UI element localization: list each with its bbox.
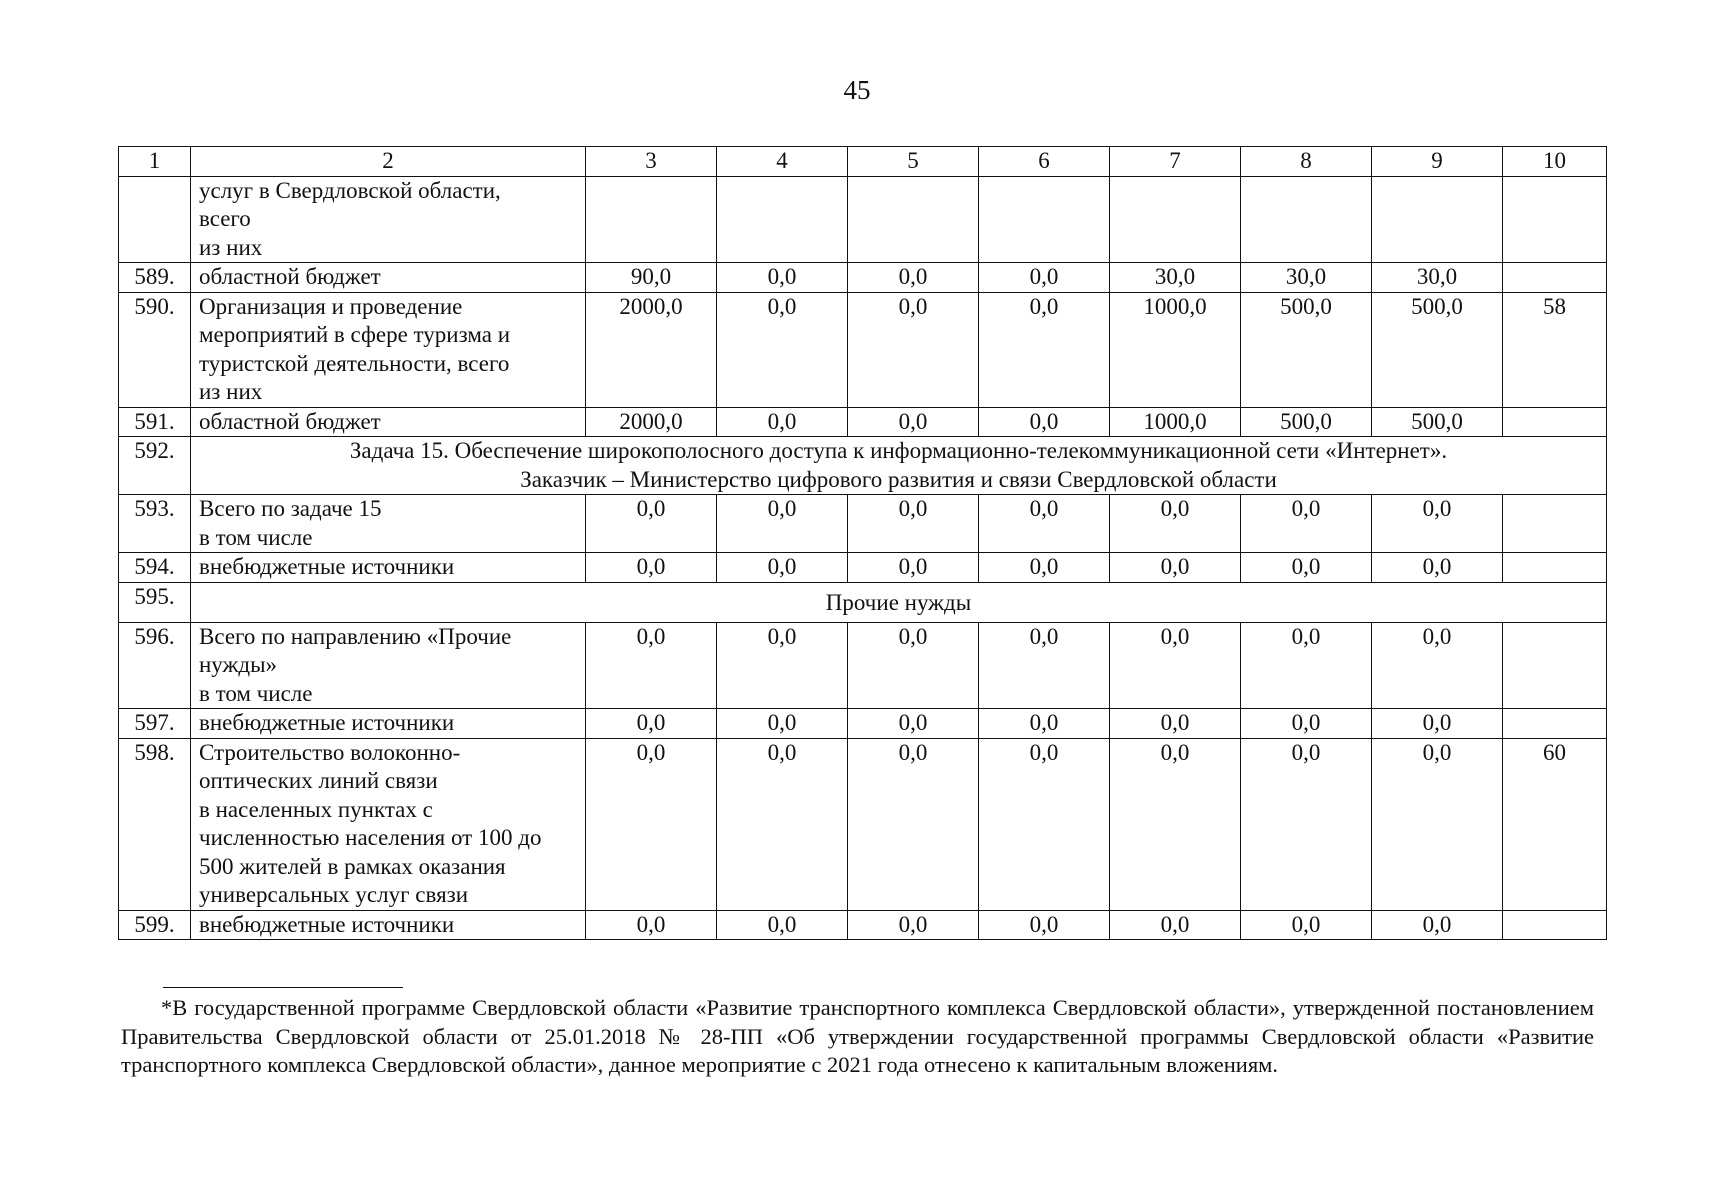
column-10-cell [1503,622,1607,709]
row-number-cell: 590. [119,292,191,407]
value-cell: 0,0 [979,263,1110,293]
page-number: 45 [843,75,871,105]
column-10-cell [1503,176,1607,263]
header-cell: 8 [1241,147,1372,177]
value-cell: 0,0 [979,495,1110,553]
value-cell [717,176,848,263]
value-cell: 0,0 [586,910,717,940]
value-cell: 0,0 [1372,495,1503,553]
value-cell: 0,0 [1241,709,1372,739]
value-cell: 0,0 [1110,709,1241,739]
value-cell: 0,0 [979,553,1110,583]
value-cell: 0,0 [1372,709,1503,739]
table-row [119,437,1607,495]
value-cell: 0,0 [1241,495,1372,553]
value-cell: 0,0 [1372,553,1503,583]
value-cell: 0,0 [979,292,1110,407]
value-cell: 30,0 [1241,263,1372,293]
header-cell: 3 [586,147,717,177]
value-cell: 0,0 [848,495,979,553]
row-name-cell: Организация и проведение мероприятий в сфере туризма и туристской деятельности, всего из них [191,292,586,407]
column-10-cell [1503,910,1607,940]
value-cell: 0,0 [979,622,1110,709]
footnote-separator [163,987,403,988]
value-cell [979,176,1110,263]
value-cell: 30,0 [1110,263,1241,293]
value-cell: 0,0 [586,495,717,553]
row-number-cell: 591. [119,407,191,437]
value-cell [1110,176,1241,263]
value-cell: 0,0 [979,709,1110,739]
value-cell: 0,0 [979,910,1110,940]
row-name-cell: Всего по задаче 15 в том числе [191,495,586,553]
value-cell: 0,0 [1110,495,1241,553]
value-cell: 0,0 [717,553,848,583]
column-10-cell [1503,407,1607,437]
value-cell: 0,0 [586,553,717,583]
value-cell: 500,0 [1241,407,1372,437]
table-row [119,582,1607,622]
column-10-cell [1503,263,1607,293]
value-cell: 1000,0 [1110,292,1241,407]
value-cell: 0,0 [848,553,979,583]
value-cell: 0,0 [848,292,979,407]
table-row [119,910,1607,940]
row-number-cell: 589. [119,263,191,293]
value-cell: 0,0 [717,910,848,940]
table-row [119,622,1607,709]
row-number-cell: 593. [119,495,191,553]
value-cell: 0,0 [848,709,979,739]
row-number-cell [119,176,191,263]
value-cell: 0,0 [586,738,717,910]
value-cell: 0,0 [1372,910,1503,940]
row-name-cell: Всего по направлению «Прочие нужды» в том числе [191,622,586,709]
table-row [119,495,1607,553]
table-row [119,263,1607,293]
value-cell: 0,0 [717,738,848,910]
row-name-cell: услуг в Свердловской области, всего из них [191,176,586,263]
column-10-cell: 58 [1503,292,1607,407]
footnote-text: *В государственной программе Свердловской области «Развитие транспортного комплекса Свердловской области», утвержденной постановлением Правительства Свердловской области от 25.01.2018 № 28-ПП «Об утверждении государственной программы Свердловской области «Развитие транспортного комплекса Свердловской области», данное мероприятие с 2021 года отнесено к капитальным вложениям. [121,995,1594,1077]
row-name-cell: внебюджетные источники [191,910,586,940]
row-number-cell: 595. [119,582,191,622]
value-cell: 0,0 [586,709,717,739]
value-cell: 0,0 [848,622,979,709]
value-cell: 0,0 [979,738,1110,910]
value-cell: 90,0 [586,263,717,293]
header-row [119,147,1607,177]
header-cell: 9 [1372,147,1503,177]
section-heading-cell: Прочие нужды [191,582,1607,622]
value-cell: 2000,0 [586,292,717,407]
value-cell: 0,0 [1241,910,1372,940]
row-number-cell: 597. [119,709,191,739]
table-row [119,738,1607,910]
row-number-cell: 594. [119,553,191,583]
header-cell: 5 [848,147,979,177]
value-cell: 0,0 [717,709,848,739]
value-cell: 0,0 [848,910,979,940]
value-cell: 0,0 [848,738,979,910]
header-cell: 1 [119,147,191,177]
value-cell: 0,0 [1110,738,1241,910]
row-name-cell: областной бюджет [191,263,586,293]
table-row [119,407,1607,437]
value-cell [1241,176,1372,263]
section-heading-cell: Задача 15. Обеспечение широкополосного доступа к информационно-телекоммуникационной сети «Интернет». Заказчик – Министерство цифрового развития и связи Свердловской области [191,437,1607,495]
value-cell: 0,0 [1241,738,1372,910]
value-cell: 0,0 [1110,553,1241,583]
value-cell: 0,0 [1372,622,1503,709]
row-number-cell: 592. [119,437,191,495]
value-cell: 0,0 [717,495,848,553]
value-cell [1372,176,1503,263]
value-cell: 0,0 [586,622,717,709]
value-cell: 0,0 [1110,910,1241,940]
row-number-cell: 596. [119,622,191,709]
value-cell: 0,0 [717,292,848,407]
value-cell: 500,0 [1372,407,1503,437]
value-cell: 0,0 [848,407,979,437]
row-number-cell: 598. [119,738,191,910]
value-cell: 500,0 [1241,292,1372,407]
header-cell: 10 [1503,147,1607,177]
header-cell: 2 [191,147,586,177]
column-10-cell [1503,495,1607,553]
value-cell: 1000,0 [1110,407,1241,437]
value-cell: 0,0 [1241,622,1372,709]
value-cell: 0,0 [717,263,848,293]
column-10-cell: 60 [1503,738,1607,910]
column-10-cell [1503,709,1607,739]
value-cell: 0,0 [1241,553,1372,583]
value-cell: 0,0 [979,407,1110,437]
table-row [119,176,1607,263]
row-number-cell: 599. [119,910,191,940]
header-cell: 4 [717,147,848,177]
value-cell: 0,0 [848,263,979,293]
row-name-cell: Строительство волоконно- оптических линий связи в населенных пунктах с численностью населения от 100 до 500 жителей в рамках оказания универсальных услуг связи [191,738,586,910]
table-row [119,709,1607,739]
value-cell: 30,0 [1372,263,1503,293]
value-cell: 2000,0 [586,407,717,437]
row-name-cell: областной бюджет [191,407,586,437]
value-cell [848,176,979,263]
value-cell [586,176,717,263]
budget-table [118,146,1607,940]
header-cell: 6 [979,147,1110,177]
column-10-cell [1503,553,1607,583]
table-row [119,292,1607,407]
row-name-cell: внебюджетные источники [191,709,586,739]
header-cell: 7 [1110,147,1241,177]
table-row [119,553,1607,583]
value-cell: 0,0 [717,622,848,709]
value-cell: 0,0 [1372,738,1503,910]
value-cell: 0,0 [1110,622,1241,709]
value-cell: 500,0 [1372,292,1503,407]
value-cell: 0,0 [717,407,848,437]
row-name-cell: внебюджетные источники [191,553,586,583]
